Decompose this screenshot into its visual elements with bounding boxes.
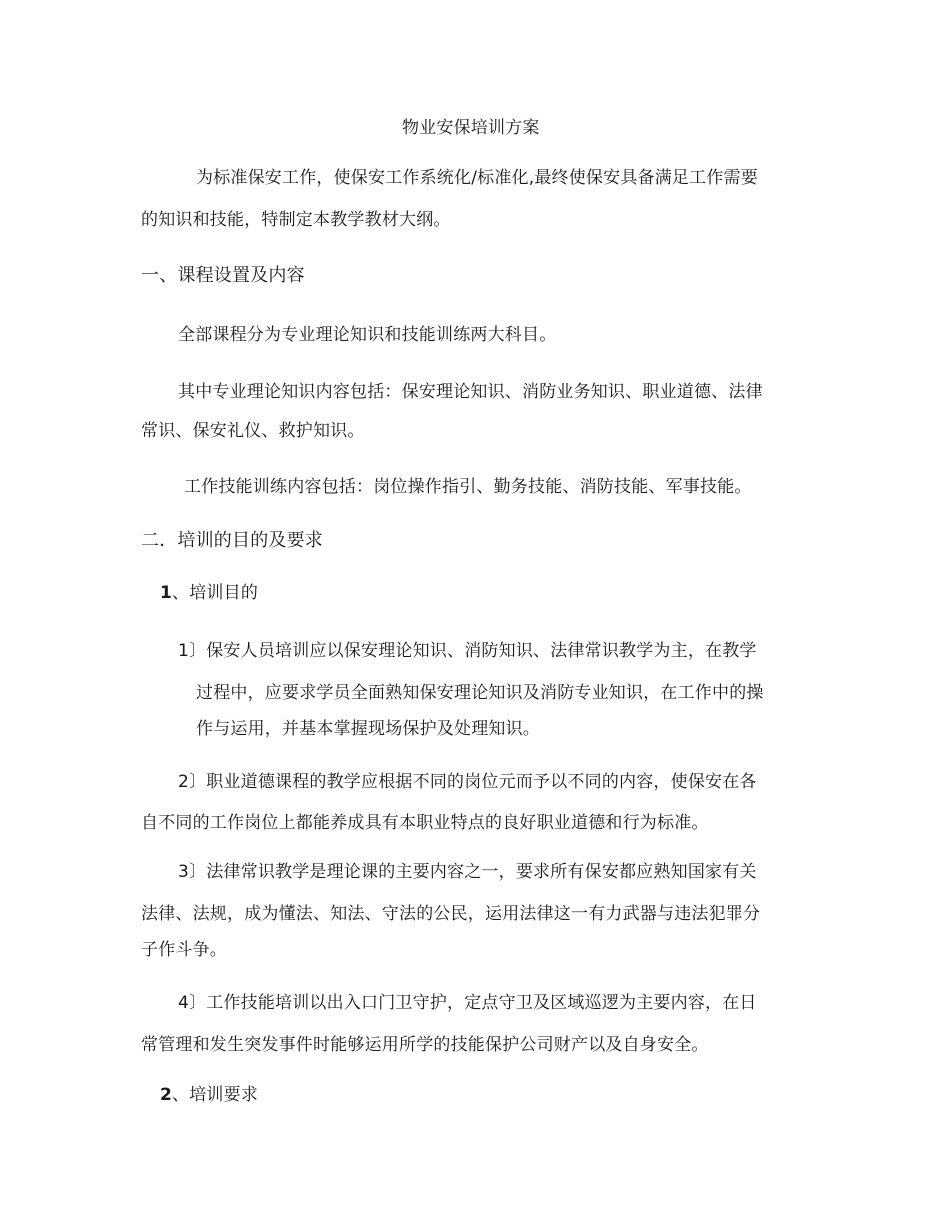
item-1-text-1: 〕保安人员培训应以保安理论知识、消防知识、法律常识教学为主，在教学: [189, 641, 757, 661]
item-4-text-1: 〕工作技能培训以出入口门卫守护，定点守卫及区域巡逻为主要内容，在日: [189, 993, 757, 1013]
subsection-1-label: 、培训目的: [172, 583, 259, 603]
subsection-1-number: 1: [160, 583, 173, 603]
item-2-text-1: 〕职业道德课程的教学应根据不同的岗位元而予以不同的内容，使保安在各: [189, 772, 757, 792]
item-2-line-1: [178, 771, 757, 793]
item-3-line-3: 子作斗争。: [141, 940, 227, 960]
section-1-paragraph-2-line-1: 其中专业理论知识内容包括：保安理论知识、消防业务知识、职业道德、法律: [178, 382, 763, 402]
item-1-line-3: 作与运用，并基本掌握现场保护及处理知识。: [196, 719, 540, 739]
subsection-1-heading: [160, 582, 258, 604]
intro-line-1: 为标准保安工作，使保安工作系统化/标准化,最终使保安具备满足工作需要: [196, 168, 758, 188]
subsection-2-heading: [160, 1084, 258, 1106]
section-1-paragraph-1: 全部课程分为专业理论知识和技能训练两大科目。: [178, 325, 557, 345]
item-1-line-1: [178, 640, 757, 662]
item-1-number: 1: [178, 641, 190, 661]
subsection-2-number: 2: [160, 1085, 173, 1105]
item-2-number: 2: [178, 772, 190, 792]
item-3-line-1: [178, 861, 757, 883]
section-1-heading: 一、课程设置及内容: [141, 265, 305, 286]
document-title: 物业安保培训方案: [402, 118, 540, 138]
item-4-line-1: [178, 992, 757, 1014]
section-2-heading: 二．培训的目的及要求: [141, 530, 323, 551]
subsection-2-label: 、培训要求: [172, 1085, 259, 1105]
item-3-line-2: 法律、法规，成为懂法、知法、守法的公民，运用法律这一有力武器与违法犯罪分: [141, 904, 761, 924]
item-4-number: 4: [178, 993, 190, 1013]
item-4-line-2: 常管理和发生突发事件时能够运用所学的技能保护公司财产以及自身安全。: [141, 1035, 709, 1055]
item-3-text-1: 〕法律常识教学是理论课的主要内容之一，要求所有保安都应熟知国家有关: [189, 862, 757, 882]
item-2-line-2: 自不同的工作岗位上都能养成具有本职业特点的良好职业道德和行为标准。: [141, 813, 709, 833]
intro-line-2: 的知识和技能，特制定本教学教材大纲。: [141, 210, 451, 230]
item-1-line-2: 过程中，应要求学员全面熟知保安理论知识及消防专业知识，在工作中的操: [196, 683, 764, 703]
section-1-paragraph-3: 工作技能训练内容包括：岗位操作指引、勤务技能、消防技能、军事技能。: [184, 477, 752, 497]
item-3-number: 3: [178, 862, 190, 882]
section-1-paragraph-2-line-2: 常识、保安礼仪、救护知识。: [141, 421, 365, 441]
